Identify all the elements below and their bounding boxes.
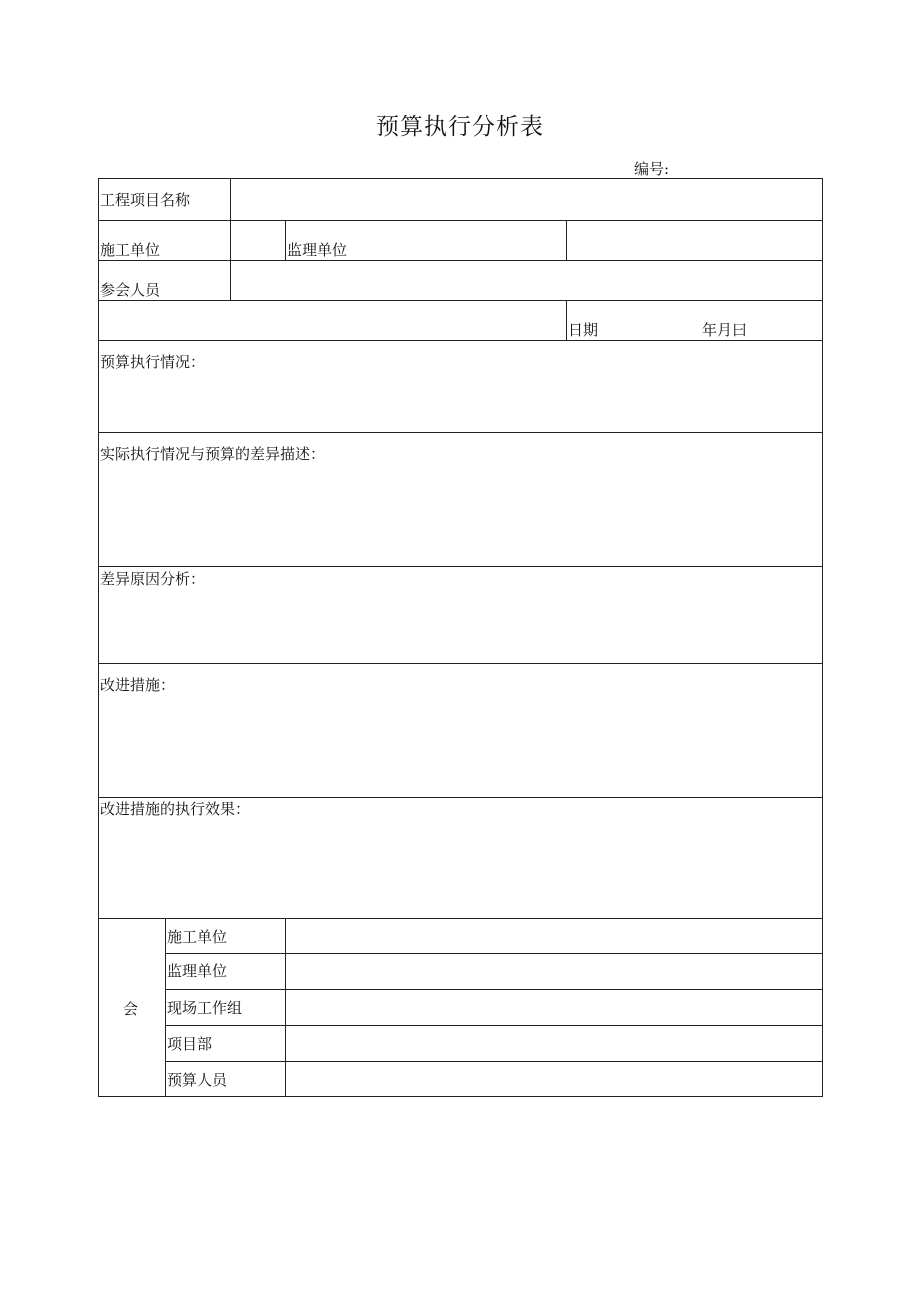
date-label: 日期 (568, 321, 599, 339)
column-divider (566, 300, 567, 340)
row-divider (165, 1025, 822, 1026)
construction-unit-label: 施工单位 (100, 241, 161, 259)
signoff-row-label: 预算人员 (167, 1071, 228, 1089)
column-divider (285, 220, 286, 260)
signoff-row-label: 项目部 (167, 1035, 213, 1053)
column-divider (230, 260, 231, 300)
improvement-effect-heading: 改进措施的执行效果： (100, 800, 251, 818)
row-divider (165, 953, 822, 954)
column-divider (230, 179, 231, 220)
row-divider (99, 663, 822, 664)
column-divider (285, 918, 286, 1096)
signoff-row-label: 现场工作组 (167, 999, 243, 1017)
budget-execution-heading: 预算执行情况： (100, 353, 206, 371)
row-divider (99, 220, 822, 221)
supervision-unit-label: 监理单位 (287, 241, 348, 259)
row-divider (99, 566, 822, 567)
date-format-label: 年月曰 (702, 321, 748, 339)
project-name-label: 工程项目名称 (100, 191, 191, 209)
page-title: 预算执行分析表 (376, 114, 544, 140)
analysis-form-table (98, 178, 823, 1097)
column-divider (165, 918, 166, 1096)
signoff-group-label: 会 (123, 1000, 139, 1018)
row-divider (99, 340, 822, 341)
column-divider (230, 220, 231, 260)
row-divider (165, 1061, 822, 1062)
row-divider (99, 300, 822, 301)
serial-number-label: 编号: (634, 160, 670, 178)
variance-cause-heading: 差异原因分析： (100, 570, 206, 588)
row-divider (99, 260, 822, 261)
row-divider (99, 918, 822, 919)
column-divider (566, 220, 567, 260)
variance-description-heading: 实际执行情况与预算的差异描述： (100, 445, 326, 463)
attendees-label: 参会人员 (100, 281, 161, 299)
improvement-measures-heading: 改进措施： (100, 676, 176, 694)
row-divider (99, 797, 822, 798)
signoff-row-label: 施工单位 (167, 928, 228, 946)
row-divider (99, 432, 822, 433)
row-divider (165, 989, 822, 990)
signoff-row-label: 监理单位 (167, 962, 228, 980)
